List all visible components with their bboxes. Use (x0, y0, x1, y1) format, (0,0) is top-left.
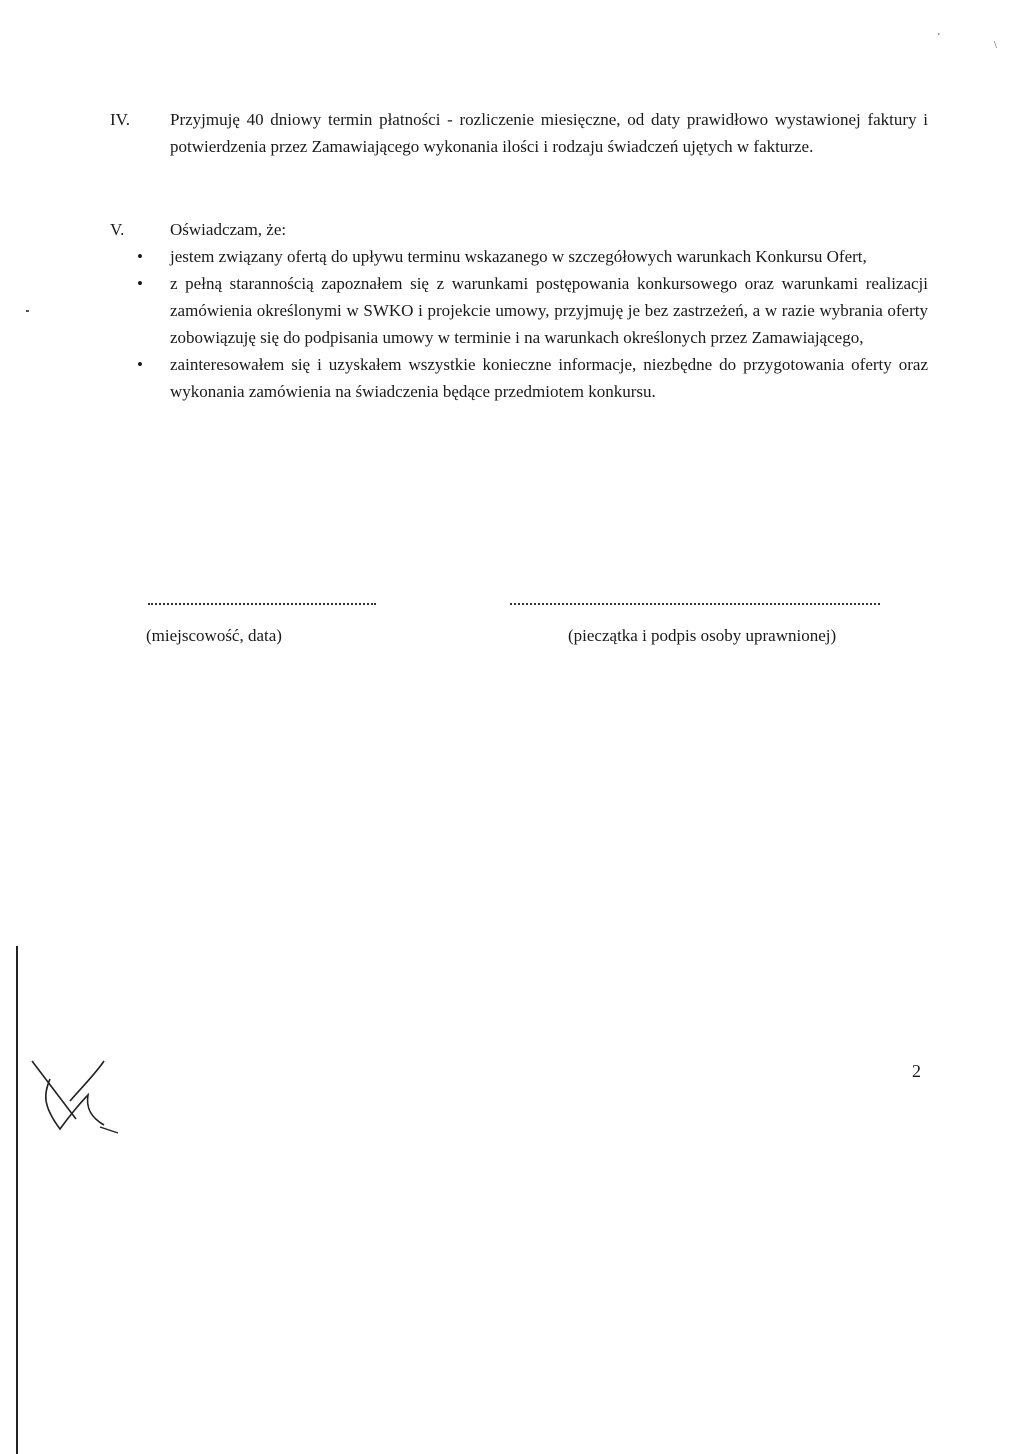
section-v (110, 216, 928, 405)
list-item (137, 243, 928, 270)
handwritten-initials (30, 1055, 120, 1135)
list-item-text: jestem związany ofertą do upływu terminu wskazanego w szczegółowych warunkach Konkursu Ofert, (170, 247, 867, 266)
section-number: IV. (110, 110, 130, 129)
margin-rule (16, 946, 18, 1454)
scan-mark: ' (938, 32, 940, 43)
list-item (137, 351, 928, 405)
list-item-text: z pełną starannością zapoznałem się z warunkami postępowania konkursowego oraz warunkami realizacji zamówienia określonymi w SWKO i projekcie umowy, przyjmuję je bez zastrzeżeń, a w razie wybrania oferty zobowiązuję się do podpisania umowy w terminie i na warunkach określonych przez Zamawiającego, (170, 274, 928, 347)
place-date-line (148, 603, 376, 605)
scan-mark: \ (994, 40, 997, 51)
bullet-icon: • (137, 247, 143, 266)
signature-line (510, 603, 880, 605)
section-v-body (137, 216, 928, 405)
declaration-list (137, 243, 928, 405)
section-iv-text: Przyjmuję 40 dniowy termin płatności - rozliczenie miesięczne, od daty prawidłowo wystawionej faktury i potwierdzenia przez Zamawiającego wykonania ilości i rodzaju świadczeń ujętych w fakturze. (170, 110, 928, 156)
page-number: 2 (912, 1061, 921, 1081)
section-iv (110, 106, 928, 160)
signature-label: (pieczątka i podpis osoby uprawnionej) (568, 626, 837, 645)
list-item (137, 270, 928, 351)
bullet-icon: • (137, 355, 143, 374)
section-number: V. (110, 220, 125, 239)
bullet-icon: • (137, 274, 143, 293)
list-item-text: zainteresowałem się i uzyskałem wszystkie konieczne informacje, niezbędne do przygotowania oferty oraz wykonania zamówienia na świadczenia będące przedmiotem konkursu. (170, 355, 928, 401)
scan-speck (26, 310, 29, 312)
place-date-label: (miejscowość, data) (146, 626, 282, 645)
section-v-heading: Oświadczam, że: (170, 220, 287, 239)
